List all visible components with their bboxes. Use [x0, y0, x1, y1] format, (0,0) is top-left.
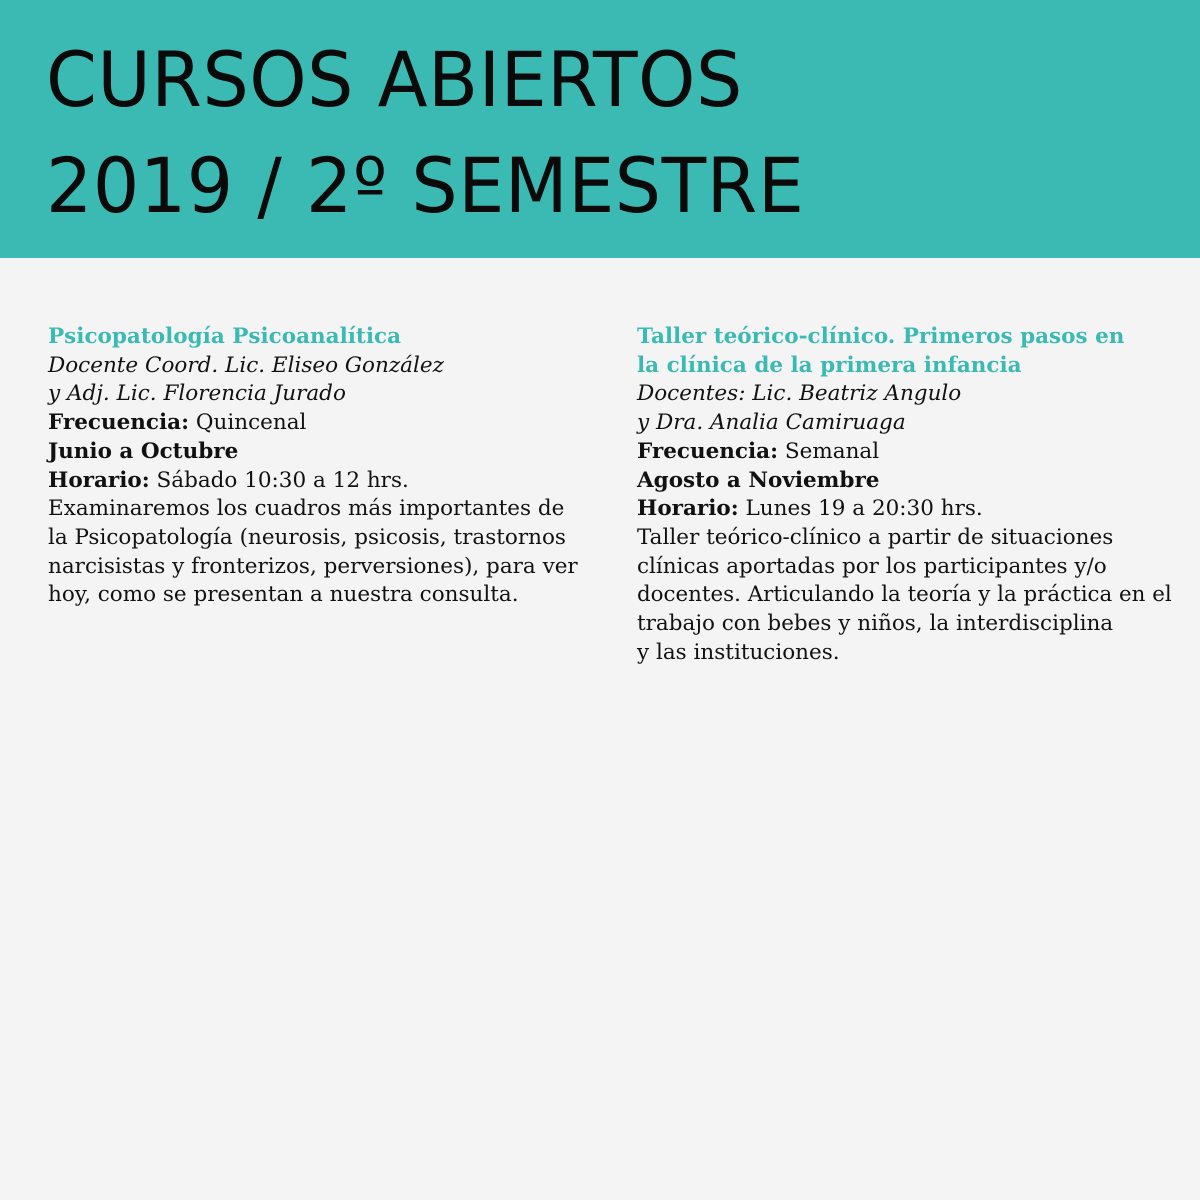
- description-line: trabajo con bebes y niños, la interdisciplina: [637, 611, 1114, 637]
- description-line: la Psicopatología (neurosis, psicosis, trastornos: [48, 524, 566, 550]
- description-line: clínicas aportadas por los participantes y/o: [637, 553, 1107, 579]
- course-frequency: [48, 409, 578, 438]
- description-line: Examinaremos los cuadros más importantes de: [48, 496, 565, 522]
- description-line: docentes. Articulando la teoría y la práctica en el: [637, 582, 1172, 608]
- course-teachers: [637, 380, 1172, 437]
- course-teachers: [48, 352, 578, 409]
- description-line: hoy, como se presentan a nuestra consulta.: [48, 582, 519, 608]
- course-teacher-line: y Adj. Lic. Florencia Jurado: [48, 381, 346, 407]
- course-title: [48, 323, 578, 352]
- frequency-value: Semanal: [784, 438, 880, 464]
- schedule-label: Horario:: [637, 496, 739, 522]
- course-teacher-line: y Dra. Analia Camiruaga: [637, 410, 906, 436]
- frequency-label: Frecuencia:: [48, 410, 190, 436]
- header-title-line-2: 2019 / 2º SEMESTRE: [46, 141, 805, 230]
- course-frequency: [637, 438, 1172, 467]
- frequency-label: Frecuencia:: [637, 438, 779, 464]
- course-schedule: [48, 467, 578, 496]
- schedule-value: Lunes 19 a 20:30 hrs.: [745, 496, 983, 522]
- description-line: y las instituciones.: [637, 639, 840, 665]
- header-banner: [0, 0, 1200, 258]
- course-title-line: Psicopatología Psicoanalítica: [48, 324, 402, 349]
- course-title: [637, 323, 1172, 380]
- frequency-value: Quincenal: [195, 410, 307, 436]
- description-line: Taller teórico-clínico a partir de situaciones: [637, 524, 1114, 550]
- course-title-line: Taller teórico-clínico. Primeros pasos en: [637, 324, 1125, 349]
- course-card-taller: [637, 323, 1172, 667]
- course-months: Agosto a Noviembre: [637, 467, 880, 493]
- course-teacher-line: Docente Coord. Lic. Eliseo González: [48, 352, 444, 378]
- course-title-line: la clínica de la primera infancia: [637, 352, 1022, 378]
- course-teacher-line: Docentes: Lic. Beatriz Angulo: [637, 381, 962, 407]
- course-schedule: [637, 495, 1172, 524]
- course-description: [637, 524, 1172, 668]
- course-card-psicopatologia: [48, 323, 578, 610]
- schedule-label: Horario:: [48, 467, 150, 493]
- header-title-line-1: CURSOS ABIERTOS: [46, 35, 743, 124]
- schedule-value: Sábado 10:30 a 12 hrs.: [156, 467, 409, 493]
- course-months: Junio a Octubre: [48, 438, 239, 464]
- course-description: [48, 495, 578, 610]
- description-line: narcisistas y fronterizos, perversiones), para ver: [48, 553, 578, 579]
